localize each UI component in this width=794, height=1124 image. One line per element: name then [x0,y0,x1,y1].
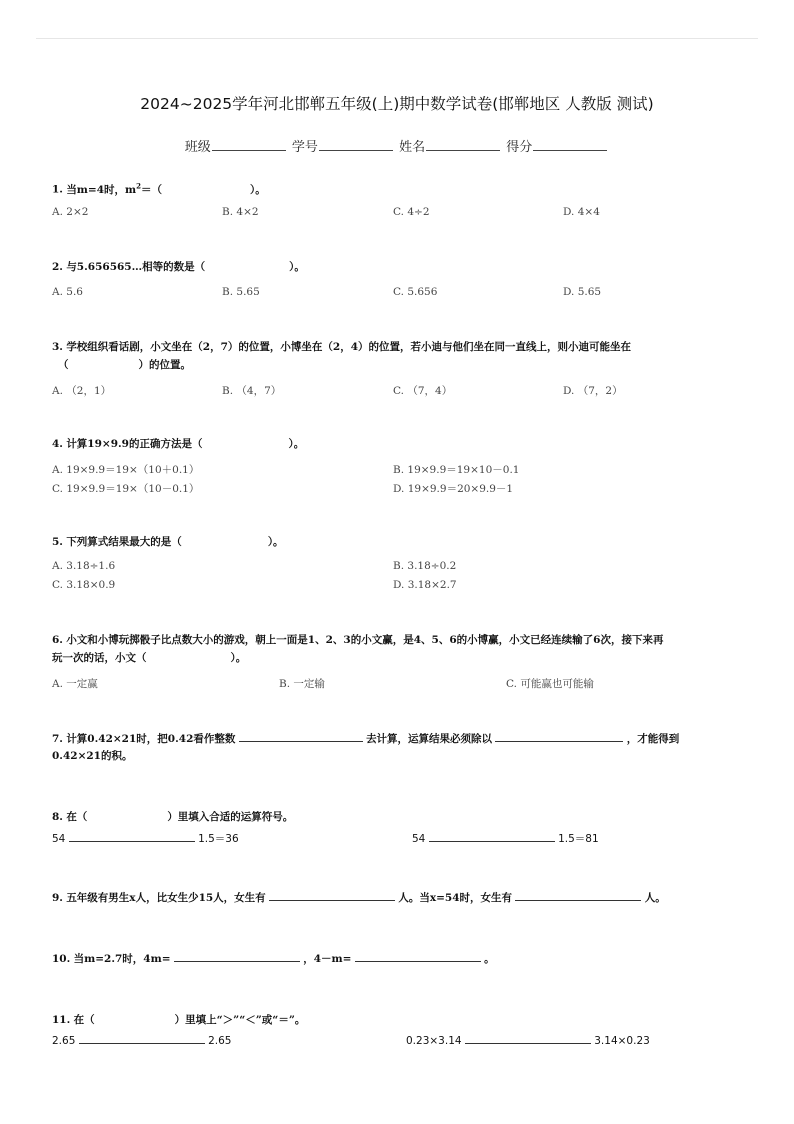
answer-blank[interactable] [355,949,481,962]
option-a[interactable]: A. 3.18÷1.6 [52,560,116,572]
option-c[interactable]: C. （7，4） [393,385,453,397]
option-b[interactable]: B. 19×9.9＝19×10－0.1 [393,464,520,476]
question-4 [52,435,742,453]
question-10: 10. 当m=2.7时，4m= ，4－m= 。 [52,949,742,968]
question-stem: 下列算式结果最大的是（ ）。 [66,536,284,548]
question-number: 7. [52,733,63,745]
fill-item: 2.65 2.65 [52,1031,231,1047]
option-c[interactable]: C. 19×9.9＝19×（10－0.1） [52,483,200,495]
question-6-line-2: 玩一次的话，小文（ ）。 [52,652,247,664]
question-8: 8. 在（ ）里填入合适的运算符号。 [52,811,294,823]
score-label: 得分 [506,140,533,155]
option-d[interactable]: D. 4×4 [563,206,600,218]
question-stem: 与5.656565…相等的数是（ ）。 [66,261,305,273]
answer-blank[interactable] [515,888,641,901]
question-5 [52,533,742,551]
option-b[interactable]: B. （4，7） [222,385,282,397]
question-number: 4. [52,438,63,450]
answer-blank[interactable] [239,729,363,742]
student-id-label: 学号 [291,140,318,155]
question-3-line-2: （ ）的位置。 [58,359,191,371]
option-d[interactable]: D. （7，2） [563,385,623,397]
question-stem: 小文和小博玩掷骰子比点数大小的游戏，朝上一面是1、2、3的小文赢，是4、5、6的小博赢，小文已经连续输了6次，接下来再 [66,634,664,646]
question-6 [52,631,742,649]
fill-item: 54 1.5＝81 [412,829,599,846]
answer-blank[interactable] [69,829,195,842]
answer-blank[interactable] [495,729,623,742]
question-stem: 计算19×9.9的正确方法是（ ）。 [66,438,305,450]
question-number: 2. [52,261,63,273]
option-d[interactable]: D. 19×9.9＝20×9.9－1 [393,483,514,495]
answer-blank[interactable] [79,1031,205,1044]
question-number: 11. [52,1014,71,1026]
header-divider [36,38,758,39]
question-number: 8. [52,811,63,823]
option-d[interactable]: D. 5.65 [563,286,602,298]
question-stem: 当m=4时，$m^2=$（ ）。 [66,181,266,196]
option-a[interactable]: A. 一定赢 [52,678,98,690]
option-b[interactable]: B. 3.18÷0.2 [393,560,457,572]
class-field[interactable] [212,138,286,151]
student-info-row [0,136,794,155]
option-b[interactable]: B. 5.65 [222,286,260,298]
option-a[interactable]: A. 5.6 [52,286,83,298]
fill-item: 54 1.5＝36 [52,829,239,846]
name-label: 姓名 [399,140,426,155]
page-title: 2024~2025学年河北邯郸五年级(上)期中数学试卷(邯郸地区 人教版 测试) [140,95,654,113]
option-b[interactable]: B. 4×2 [222,206,259,218]
name-field[interactable] [426,138,500,151]
question-number: 3. [52,341,63,353]
question-number: 5. [52,536,63,548]
answer-blank[interactable] [465,1031,591,1044]
question-1 [52,177,742,199]
question-2 [52,258,742,276]
option-c[interactable]: C. 3.18×0.9 [52,579,116,591]
answer-blank[interactable] [429,829,555,842]
question-9: 9. 五年级有男生x人，比女生少15人，女生有 人。当x=54时，女生有 人。 [52,888,742,907]
question-3 [52,338,742,356]
answer-blank[interactable] [174,949,300,962]
question-11: 11. 在（ ）里填上“＞”“＜”或“＝”。 [52,1014,306,1026]
option-c[interactable]: C. 5.656 [393,286,438,298]
option-c[interactable]: C. 可能赢也可能输 [506,678,594,690]
option-a[interactable]: A. （2，1） [52,385,112,397]
option-b[interactable]: B. 一定输 [279,678,325,690]
answer-blank[interactable] [269,888,395,901]
question-number: 6. [52,634,63,646]
question-number: 1. [52,183,63,196]
question-number: 10. [52,953,71,965]
option-a[interactable]: A. 19×9.9＝19×（10＋0.1） [52,464,200,476]
option-a[interactable]: A. 2×2 [52,206,89,218]
option-c[interactable]: C. 4÷2 [393,206,430,218]
score-field[interactable] [533,138,607,151]
question-stem: 学校组织看话剧，小文坐在（2，7）的位置，小博坐在（2，4）的位置，若小迪与他们坐在同一直线上，则小迪可能坐在 [66,341,632,353]
question-number: 9. [52,892,63,904]
option-d[interactable]: D. 3.18×2.7 [393,579,457,591]
question-7-line-2: 0.42×21的积。 [52,750,133,762]
fill-item: 0.23×3.14 3.14×0.23 [406,1031,650,1047]
class-label: 班级 [184,140,211,155]
student-id-field[interactable] [319,138,393,151]
question-7: 7. 计算0.42×21时，把0.42看作整数 去计算，运算结果必须除以 ，才能得到 [52,729,742,748]
